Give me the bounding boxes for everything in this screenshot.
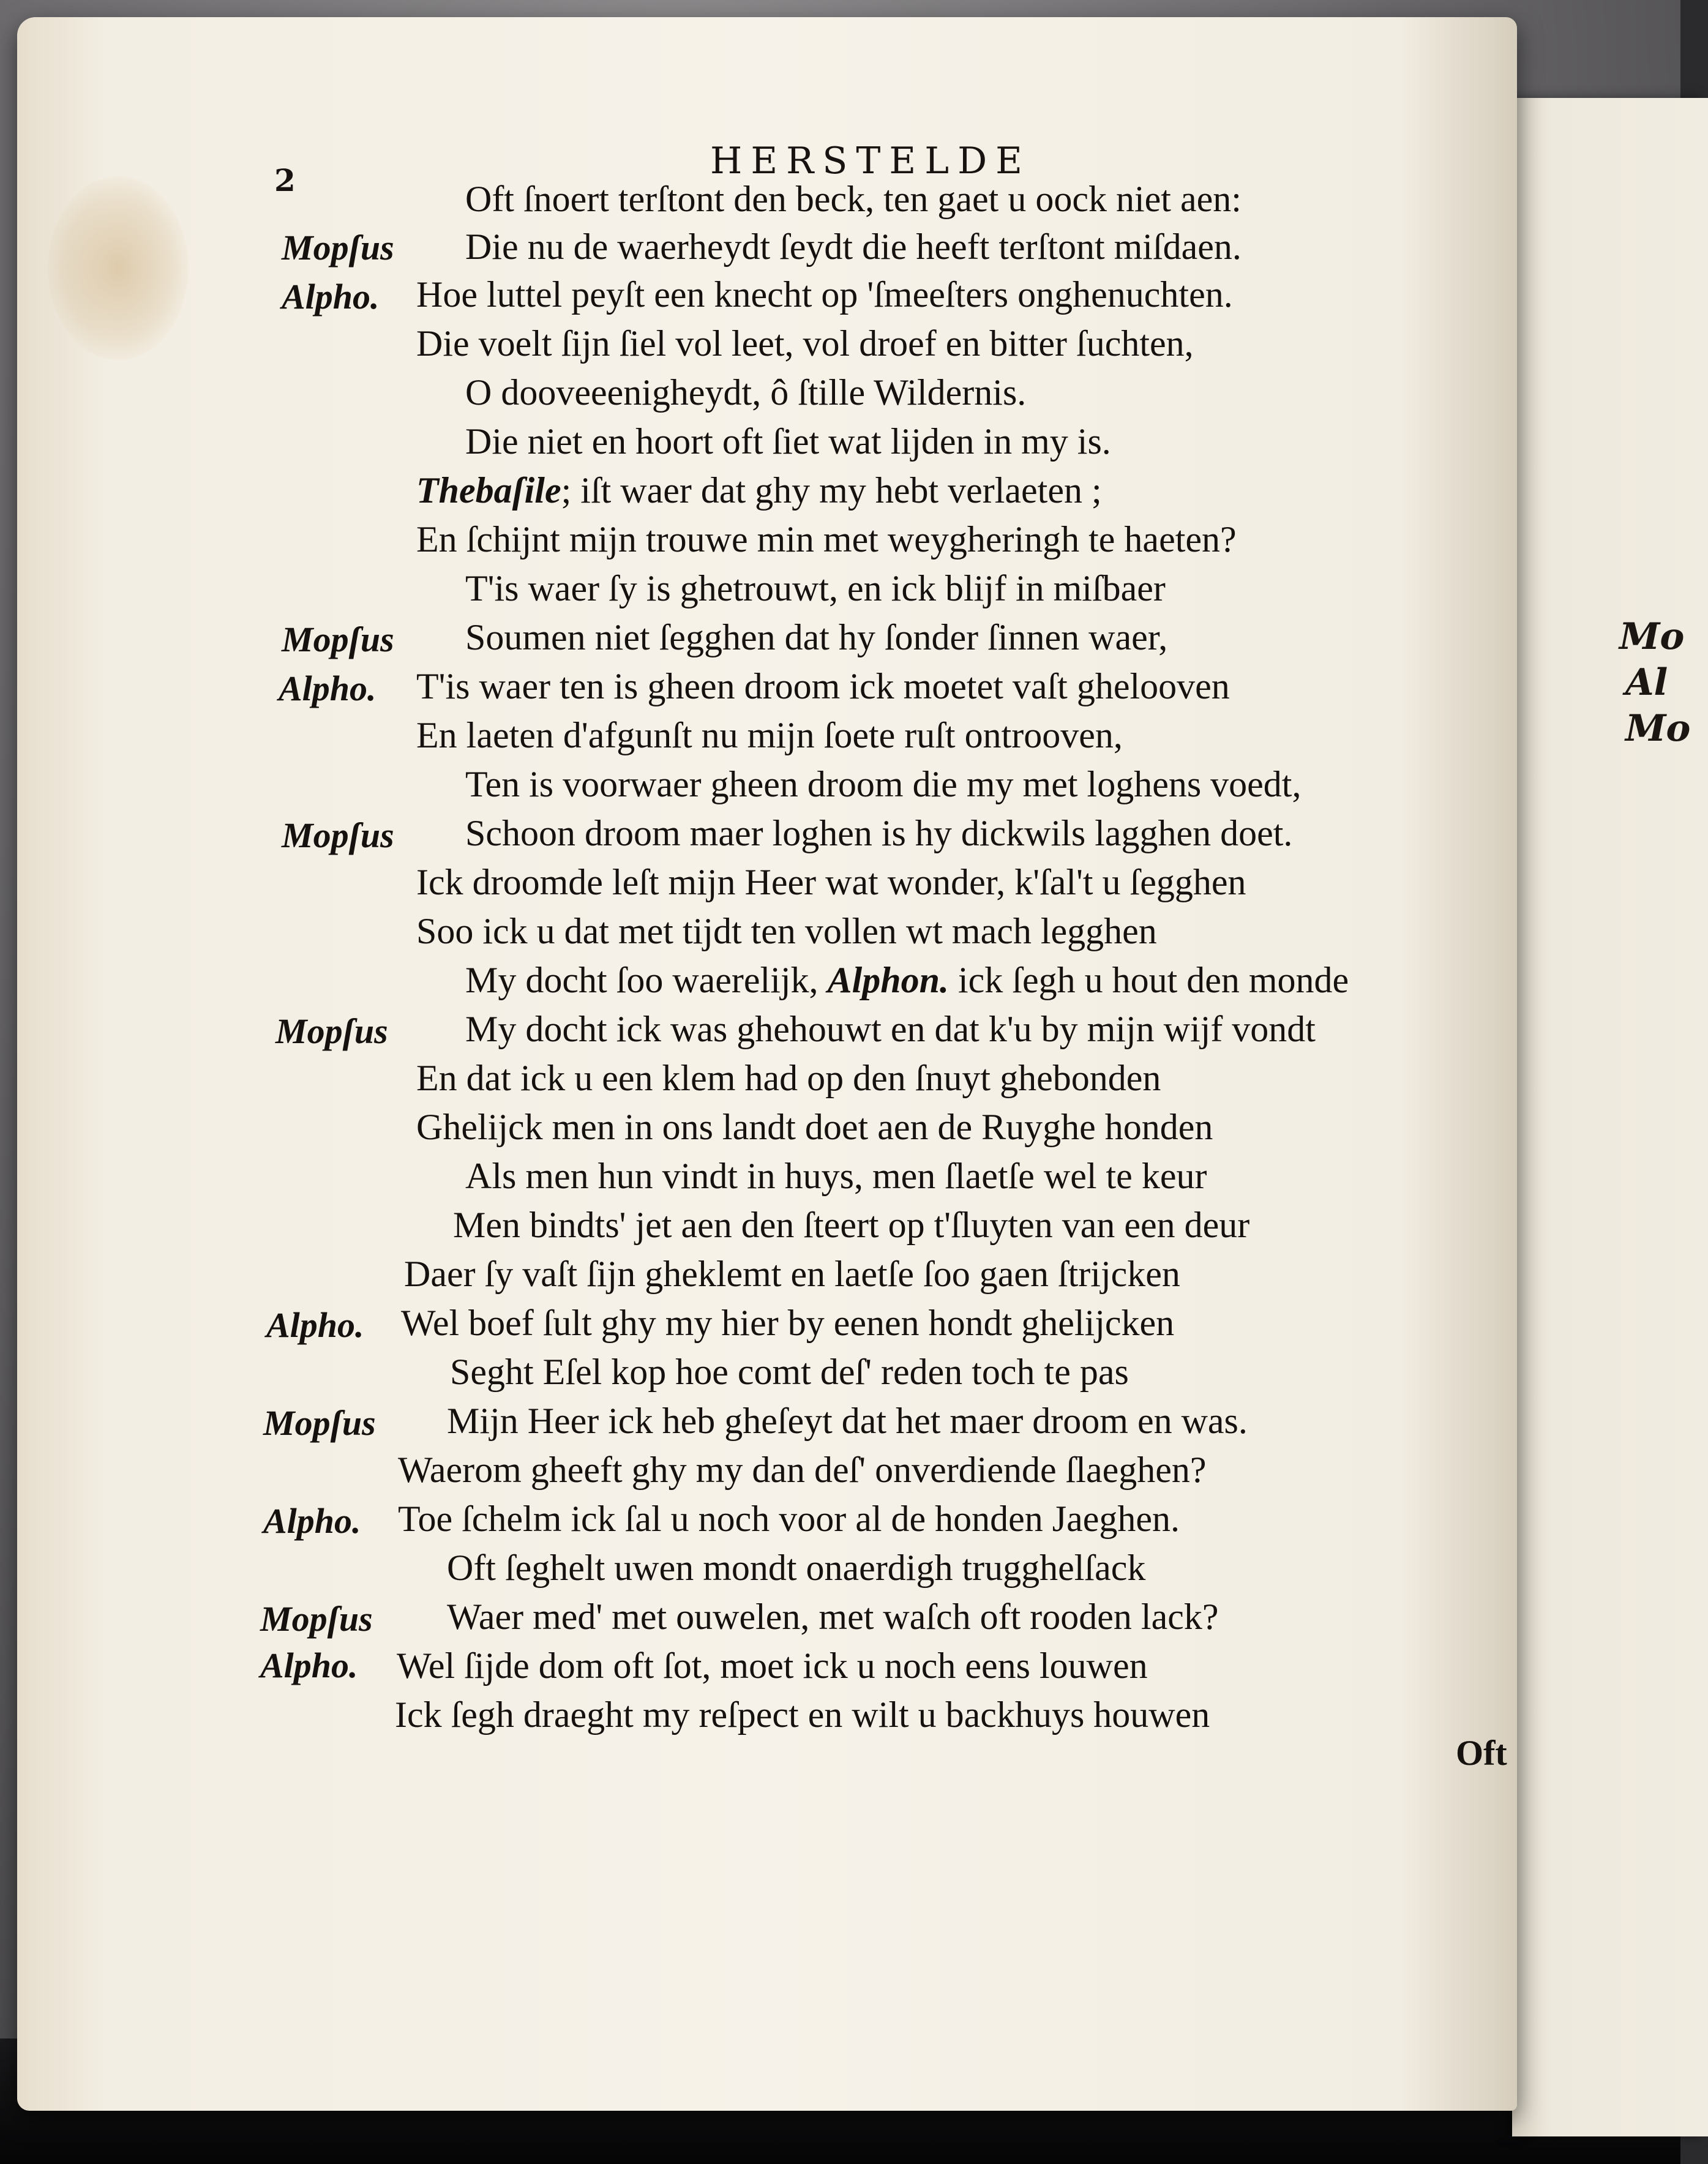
verse-line: O dooveeenigheydt, ô ſtille Wildernis.	[465, 372, 1027, 413]
speaker-label: Mopſus	[263, 1403, 376, 1443]
speaker-label: Mopſus	[282, 815, 394, 855]
speaker-label: Alpho.	[279, 668, 376, 708]
speaker-label: Mopſus	[275, 1011, 388, 1051]
water-stain	[48, 176, 189, 360]
verse-line: Die nu de waerheydt ſeydt die heeft terſtont miſdaen.	[465, 227, 1242, 267]
verse-line: Ick droomde leſt mijn Heer wat wonder, k'ſal't u ſegghen	[416, 862, 1246, 902]
page-number: 2	[274, 162, 296, 198]
speaker-label: Alpho.	[266, 1305, 364, 1345]
verse-line: Ick ſegh draeght my reſpect en wilt u backhuys houwen	[395, 1694, 1210, 1735]
verse-line: Oft ſnoert terſtont den beck, ten gaet u oock niet aen:	[465, 179, 1242, 219]
verse-line: Als men hun vindt in huys, men ſlaetſe wel te keur	[465, 1156, 1207, 1196]
verse-line: Mijn Heer ick heb gheſeyt dat het maer droom en was.	[447, 1401, 1248, 1441]
speaker-label: Alpho.	[263, 1501, 361, 1541]
verse-line: Soo ick u dat met tijdt ten vollen wt mach legghen	[416, 911, 1157, 951]
speaker-label: Alpho.	[260, 1645, 358, 1685]
verse-line: Ghelijck men in ons landt doet aen de Ruyghe honden	[416, 1107, 1213, 1147]
verse-line: En dat ick u een klem had op den ſnuyt ghebonden	[416, 1058, 1161, 1098]
inline-name: Thebaſile	[416, 470, 561, 511]
speaker-label: Mopſus	[282, 620, 394, 659]
verse-line: En laeten d'afgunſt nu mijn ſoete ruſt ontrooven,	[416, 715, 1123, 755]
verse-line: Die niet en hoort oft ſiet wat lijden in my is.	[465, 421, 1111, 462]
facing-page	[1512, 98, 1708, 2136]
running-head: HERSTELDE	[710, 140, 1031, 182]
facing-fragment: Mo	[1619, 615, 1685, 658]
verse-line: My docht ſoo waerelijk, Alphon. ick ſegh u hout den monde	[465, 960, 1349, 1000]
verse-line: T'is waer ſy is ghetrouwt, en ick blijf in miſbaer	[465, 568, 1166, 608]
verse-line: Toe ſchelm ick ſal u noch voor al de honden Jaeghen.	[398, 1499, 1180, 1539]
verse-line: Die voelt ſijn ſiel vol leet, vol droef en bitter ſuchten,	[416, 323, 1194, 364]
verse-line: Ten is voorwaer gheen droom die my met loghens voedt,	[465, 764, 1302, 804]
verse-line: Waer med' met ouwelen, met waſch oft rooden lack?	[447, 1597, 1219, 1637]
catchword: Oft	[1456, 1733, 1507, 1773]
facing-fragment: Mo	[1625, 707, 1691, 750]
verse-line: My docht ick was ghehouwt en dat k'u by mijn wijf vondt	[465, 1009, 1316, 1049]
verse-line: Thebaſile; iſt waer dat ghy my hebt verlaeten ;	[416, 470, 1102, 511]
speaker-label: Mopſus	[260, 1599, 373, 1639]
facing-fragment: Al	[1625, 661, 1668, 704]
speaker-label: Alpho.	[282, 277, 380, 316]
verse-line: Oft ſeghelt uwen mondt onaerdigh trugghelſack	[447, 1548, 1146, 1588]
verse-line: T'is waer ten is gheen droom ick moetet vaſt ghelooven	[416, 666, 1230, 706]
verse-line: Seght Eſel kop hoe comt deſ' reden toch te pas	[450, 1352, 1129, 1392]
verse-line: Waerom gheeft ghy my dan deſ' onverdiende ſlaeghen?	[398, 1450, 1207, 1490]
speaker-label: Mopſus	[282, 228, 394, 268]
verse-line: Hoe luttel peyſt een knecht op 'ſmeeſters onghenuchten.	[416, 274, 1233, 315]
verse-line: Daer ſy vaſt ſijn gheklemt en laetſe ſoo gaen ſtrijcken	[404, 1254, 1180, 1294]
verse-line: Schoon droom maer loghen is hy dickwils lagghen doet.	[465, 813, 1293, 853]
verse-line: En ſchijnt mijn trouwe min met weygheringh te haeten?	[416, 519, 1237, 560]
verse-line: Wel boef ſult ghy my hier by eenen hondt ghelijcken	[401, 1303, 1175, 1343]
verse-line: Soumen niet ſegghen dat hy ſonder ſinnen waer,	[465, 617, 1168, 657]
verse-line: Wel ſijde dom oft ſot, moet ick u noch eens louwen	[397, 1645, 1148, 1686]
verse-line: Men bindts' jet aen den ſteert op t'ſluyten van een deur	[453, 1205, 1250, 1245]
inline-name: Alphon.	[827, 960, 949, 1000]
